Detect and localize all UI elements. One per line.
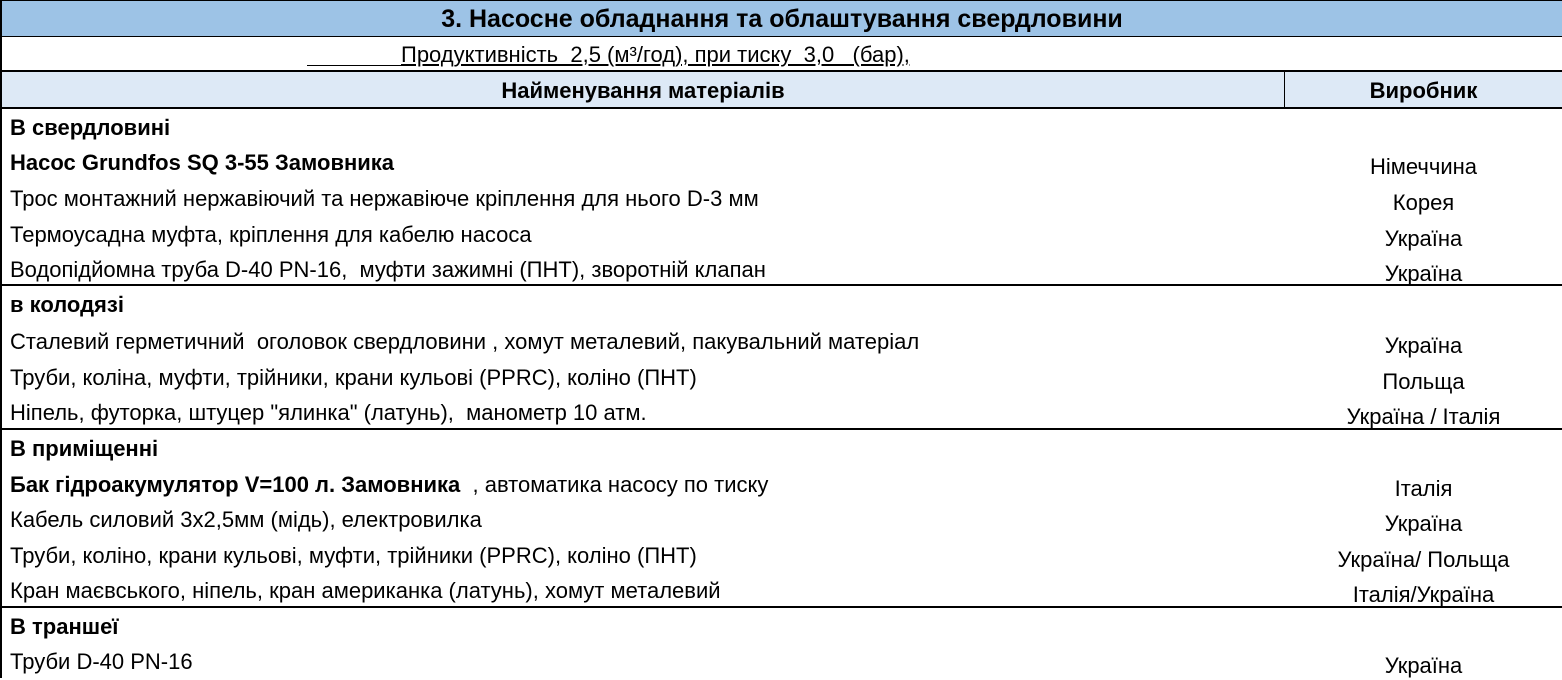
material-name-text: Кран маєвського, ніпель, кран американка (латунь), хомут металевий <box>10 578 721 603</box>
performance-text: Продуктивність 2,5 (м³/год), при тиску 3,0 (бар), <box>401 42 910 67</box>
material-name-text: , автоматика насосу по тиску <box>460 472 769 497</box>
material-name <box>10 649 193 675</box>
column-header-row <box>0 72 1562 109</box>
table-row <box>0 394 1562 430</box>
table-row <box>0 537 1562 572</box>
table-title: 3. Насосне обладнання та облаштування свердловини <box>0 0 1562 37</box>
maker: Корея <box>1392 190 1455 215</box>
material-name <box>10 578 721 604</box>
material-name-text: Труби D-40 PN-16 <box>10 649 193 674</box>
section-heading: В траншеї <box>10 614 119 639</box>
section-heading-row <box>0 286 1562 323</box>
maker: Україна <box>1384 653 1463 678</box>
table-row <box>0 501 1562 537</box>
table-row <box>0 180 1562 216</box>
material-name-text: Сталевий герметичний оголовок свердловини , хомут металевий, пакувальний матеріал <box>10 329 920 354</box>
material-name-text: Водопідйомна труба D-40 PN-16, муфти зажимні (ПНТ), зворотній клапан <box>10 257 766 282</box>
material-name <box>10 257 766 283</box>
table-row <box>0 144 1562 180</box>
maker: Україна <box>1384 333 1463 358</box>
table-row <box>0 466 1562 501</box>
section-heading-row <box>0 430 1562 466</box>
maker: Італія <box>1394 476 1453 501</box>
table-row <box>0 572 1562 608</box>
material-name-text: Термоусадна муфта, кріплення для кабелю насоса <box>10 222 532 247</box>
section-heading: в колодязі <box>10 292 124 317</box>
section-heading-row <box>0 109 1562 144</box>
table-row <box>0 216 1562 251</box>
column-header-name: Найменування матеріалів <box>2 72 1285 107</box>
material-name <box>10 400 647 426</box>
material-name <box>10 329 919 355</box>
material-name-text: Ніпель, футорка, штуцер "ялинка" (латунь), манометр 10 атм. <box>10 400 647 425</box>
material-name <box>10 507 482 533</box>
material-name-text: Труби, коліно, крани кульові, муфти, трійники (PPRC), коліно (ПНТ) <box>10 543 697 568</box>
maker: Німеччина <box>1369 154 1477 179</box>
maker: Італія/Україна <box>1352 582 1495 607</box>
material-name <box>10 150 394 176</box>
table-row <box>0 643 1562 678</box>
material-name-bold: Бак гідроакумулятор V=100 л. Замовника <box>10 472 461 497</box>
maker: Польща <box>1382 369 1465 394</box>
material-name <box>10 472 768 498</box>
table-row <box>0 359 1562 394</box>
material-name-text: Труби, коліна, муфти, трійники, крани кульові (PPRC), коліно (ПНТ) <box>10 365 697 390</box>
maker: Україна / Італія <box>1346 404 1501 429</box>
material-name <box>10 365 697 391</box>
maker: Україна <box>1384 226 1463 251</box>
material-name <box>10 543 697 569</box>
section-heading: В свердловині <box>10 115 171 140</box>
maker: Україна <box>1384 511 1463 536</box>
table-row <box>0 323 1562 359</box>
material-name <box>10 222 532 248</box>
material-name <box>10 186 759 212</box>
column-header-maker: Виробник <box>1369 78 1478 103</box>
underline-blank <box>307 65 401 66</box>
material-name-text: Трос монтажний нержавіючий та нержавіюче кріплення для нього D-3 мм <box>10 186 759 211</box>
maker: Україна <box>1384 261 1463 286</box>
material-name-bold: Насос Grundfos SQ 3-55 Замовника <box>10 150 395 175</box>
table-row <box>0 251 1562 286</box>
section-heading-row <box>0 608 1562 643</box>
performance-line <box>0 37 1562 72</box>
maker: Україна/ Польща <box>1337 547 1510 572</box>
section-heading: В приміщенні <box>10 436 159 461</box>
material-name-text: Кабель силовий 3х2,5мм (мідь), електровилка <box>10 507 482 532</box>
